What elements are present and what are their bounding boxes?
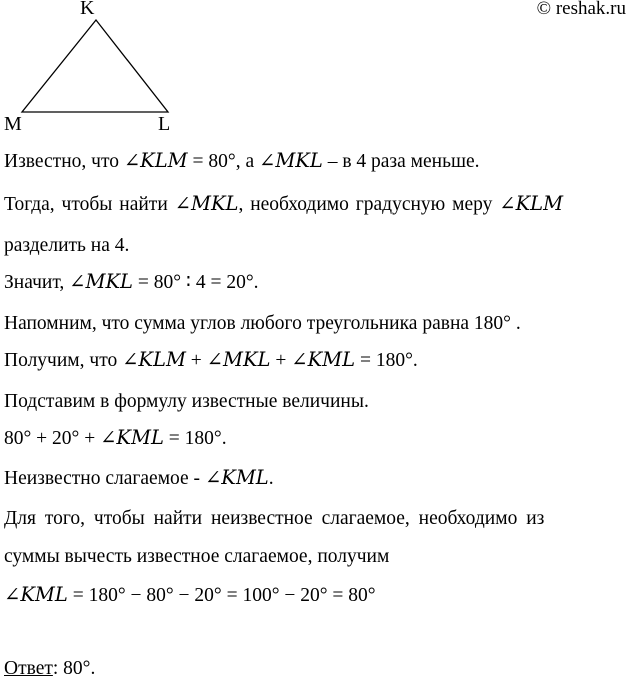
triangle-kml bbox=[22, 20, 168, 112]
answer-label: Ответ bbox=[4, 658, 53, 679]
solution-line-1: Известно, что ∠KLM = 80°, а ∠MKL – в 4 раза меньше. bbox=[4, 149, 480, 172]
solution-line-8: 80° + 20° + ∠KML = 180°. bbox=[4, 426, 227, 449]
solution-line-11: суммы вычесть известное слагаемое, получим bbox=[4, 546, 390, 567]
solution-line-7: Подставим в формулу известные величины. bbox=[4, 391, 369, 412]
solution-line-6: Получим, что ∠KLM + ∠MKL + ∠KML = 180°. bbox=[4, 348, 418, 371]
answer-value: : 80°. bbox=[52, 658, 96, 679]
vertex-label-m: M bbox=[4, 113, 22, 135]
copyright-notice: © reshak.ru bbox=[536, 0, 626, 19]
solution-line-5: Напомним, что сумма углов любого треугольника равна 180° . bbox=[4, 313, 521, 334]
solution-line-9: Неизвестно слагаемое - ∠KML. bbox=[4, 466, 274, 489]
solution-line-10: Для того, чтобы найти неизвестное слагаемое, необходимо из bbox=[4, 508, 545, 529]
answer-line bbox=[4, 657, 630, 681]
vertex-label-l: L bbox=[158, 113, 171, 135]
solution-line-12: ∠KML = 180° − 80° − 20° = 100° − 20° = 80° bbox=[4, 583, 376, 606]
solution-line-2: Тогда, чтобы найти ∠MKL, необходимо градусную меру ∠KLM bbox=[4, 192, 564, 215]
solution-line-3: разделить на 4. bbox=[4, 235, 130, 256]
solution-line-4: Значит, ∠MKL = 80° ∶ 4 = 20°. bbox=[4, 270, 259, 293]
vertex-label-k: K bbox=[80, 0, 95, 19]
